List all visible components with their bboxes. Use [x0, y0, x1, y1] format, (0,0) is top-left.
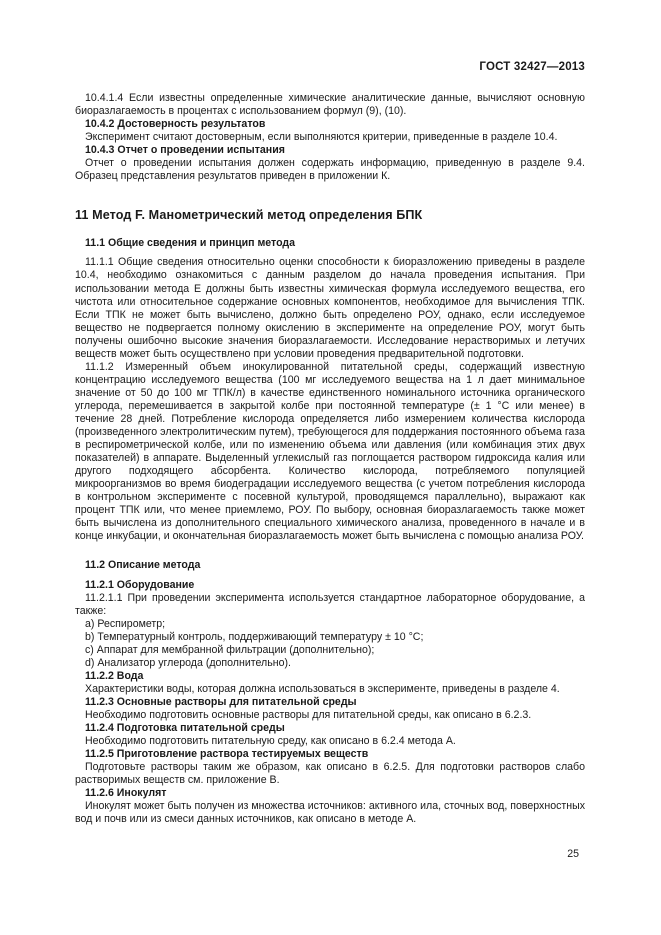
- heading-10-4-2: 10.4.2 Достоверность результатов: [85, 118, 266, 131]
- heading-11-2-4: 11.2.4 Подготовка питательной среды: [85, 722, 285, 735]
- equipment-item-d: d) Анализатор углерода (дополнительно).: [85, 656, 291, 669]
- paragraph-11-1-1: 11.1.1 Общие сведения относительно оценки способности к биоразложению приведены в разделе 10.4, необходимо ознакомиться с данным разделом до начала проведения испытания. При использовании метода E должны быть известны химическая формула исследуемого вещества, его чистота или относительное содержание основных компонентов, необходимое для вычисления ТПК. Если ТПК не может быть вычислено, должно быть определено РОУ, однако, если исследуемое вещество не подвергается полному окислению в эксперименте на определение РОУ, могут быть получены ошибочно высокие значения биоразлагаемости. Исследование нерастворимых и летучих веществ может быть осуществлено при условии проведения предварительной подготовки.: [75, 256, 585, 360]
- paragraph-11-2-1-1: 11.2.1.1 При проведении эксперимента используется стандартное лабораторное оборудование, а также:: [75, 591, 585, 617]
- heading-11-2: 11.2 Описание метода: [85, 559, 201, 572]
- heading-11-2-2: 11.2.2 Вода: [85, 669, 144, 682]
- heading-11-2-1: 11.2.1 Оборудование: [85, 578, 195, 591]
- paragraph-11-2-5: Подготовьте растворы таким же образом, как описано в 6.2.5. Для подготовки растворов слабо растворимых веществ см. приложение B.: [75, 761, 585, 787]
- page-content: [75, 92, 585, 826]
- heading-11-2-6: 11.2.6 Инокулят: [85, 787, 167, 800]
- heading-10-4-3: 10.4.3 Отчет о проведении испытания: [85, 144, 285, 157]
- page-number: 25: [567, 848, 579, 860]
- paragraph-11-2-6: Инокулят может быть получен из множества источников: активного ила, сточных вод, поверхностных вод и почв или из смеси данных источников, как описано в методе А.: [75, 800, 585, 826]
- equipment-item-b: b) Температурный контроль, поддерживающий температуру ± 10 °С;: [85, 630, 424, 643]
- paragraph-10-4-3: Отчет о проведении испытания должен содержать информацию, приведенную в разделе 9.4. Образец представления результатов приведен в приложении К.: [75, 157, 585, 183]
- equipment-item-a: a) Респирометр;: [85, 617, 166, 630]
- equipment-item-c: c) Аппарат для мембранной фильтрации (дополнительно);: [85, 643, 375, 656]
- heading-11-2-5: 11.2.5 Приготовление раствора тестируемых веществ: [85, 748, 369, 761]
- paragraph-11-1-2: 11.1.2 Измеренный объем инокулированной питательной среды, содержащий известную концентрацию исследуемого вещества (100 мг исследуемого вещества на 1 л дает минимальное значение от 50 до 100 мг ТПК/л) в качестве единственного номинального источника органического углерода, перемешивается в закрытой колбе при постоянной температуре (± 1 °С или менее) в течение 28 дней. Потребление кислорода определяется либо измерением количества кислорода (произведенного электролитическим путем), требующегося для поддержания постоянного объема газа в респирометрической колбе, или по изменению объема или давления (или комбинация этих двух показателей) в аппарате. Выделенный углекислый газ поглощается раствором гидроксида калия или другого подходящего абсорбента. Количество кислорода, потребляемого популяцией микроорганизмов во время биодеградации исследуемого вещества (с учетом потребления кислорода в контрольном эксперименте с посевной культурой, проводящемся параллельно), выражают как процент ТПК или, что менее приемлемо, РОУ. По выбору, основная биоразлагаемость также может быть вычислена из дополнительного специального химического анализа, проведенного в начале и в конце инкубации, и окончательная биоразлагаемость может быть вычислена с помощью анализа РОУ.: [75, 360, 585, 543]
- document-code-header: ГОСТ 32427—2013: [479, 61, 585, 73]
- section-11-title: 11 Метод F. Манометрический метод определения БПК: [75, 208, 423, 223]
- heading-11-1: 11.1 Общие сведения и принцип метода: [85, 237, 296, 250]
- paragraph-11-2-4: Необходимо подготовить питательную среду, как описано в 6.2.4 метода А.: [85, 735, 456, 748]
- paragraph-11-2-2: Характеристики воды, которая должна использоваться в эксперименте, приведены в разделе 4.: [85, 682, 560, 695]
- paragraph-10-4-1-4: 10.4.1.4 Если известны определенные химические аналитические данные, вычисляют основную биоразлагаемость в процентах с использованием формул (9), (10).: [75, 92, 585, 118]
- heading-11-2-3: 11.2.3 Основные растворы для питательной среды: [85, 695, 357, 708]
- spacer: [75, 543, 585, 559]
- paragraph-11-2-3: Необходимо подготовить основные растворы для питательной среды, как описано в 6.2.3.: [85, 708, 532, 721]
- paragraph-10-4-2: Эксперимент считают достоверным, если выполняются критерии, приведенные в разделе 10.4.: [85, 131, 558, 144]
